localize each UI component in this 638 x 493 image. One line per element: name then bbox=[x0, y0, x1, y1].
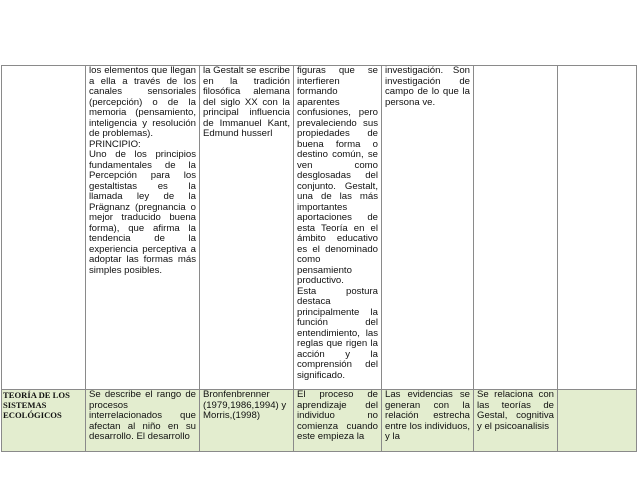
description-cell: Se describe el rango de procesos interrelacionados que afectan al niño en su desarrollo. El desarrollo bbox=[86, 390, 200, 452]
description-cell bbox=[86, 66, 200, 390]
learning-cell: El proceso de aprendizaje del individuo no comienza cuando este empieza la bbox=[294, 390, 382, 452]
extra-cell bbox=[558, 390, 637, 452]
theories-table bbox=[1, 65, 637, 452]
authors-cell: Bronfenbrenner (1979,1986,1994) y Morris,(1998) bbox=[200, 390, 294, 452]
learning-cell bbox=[294, 66, 382, 390]
principle-heading: PRINCIPIO: bbox=[89, 138, 141, 150]
table-row bbox=[2, 390, 637, 452]
description-text: los elementos que llegan a ella a través de los canales sensoriales (percepción) o de la memoria (pensamiento, inteligencia y resolución de problemas). bbox=[89, 65, 196, 139]
evidence-cell: Las evidencias se generan con la relación estrecha entre los individuos, y la bbox=[382, 390, 474, 452]
theory-name-cell: TEORÍA DE LOS SISTEMAS ECOLÓGICOS bbox=[2, 390, 86, 452]
relation-cell: Se relaciona con las teorías de Gestal, cognitiva y el psicoanalisis bbox=[474, 390, 558, 452]
extra-cell bbox=[558, 66, 637, 390]
relation-cell bbox=[474, 66, 558, 390]
learning-text-2: Esta postura destaca principalmente la función del entendimiento, las reglas que rigen la acción y la comprensión del significado. bbox=[297, 285, 378, 381]
table-row bbox=[2, 66, 637, 390]
authors-cell: la Gestalt se escribe en la tradición filosófica alemana del siglo XX con la principal influencia de Immanuel Kant, Edmund husserl bbox=[200, 66, 294, 390]
evidence-cell: investigación. Son investigación de campo de lo que la persona ve. bbox=[382, 66, 474, 390]
theory-name-cell bbox=[2, 66, 86, 390]
principle-text: Uno de los principios fundamentales de la Percepción para los gestaltistas es la llamada ley de la Prägnanz (pregnancia o mejor traducido buena forma), que afirma la tendencia de la experiencia perceptiva a adoptar las formas más simples posibles. bbox=[89, 149, 196, 276]
learning-text: figuras que se interfieren formando aparentes confusiones, pero prevaleciendo sus propiedades de buena forma o destino común, se ven como desglosadas del conjunto. Gestalt, una de las más importantes aportaciones de esta Teoría en el ámbito educativo es el denominado como pensamiento productivo. bbox=[297, 65, 378, 286]
